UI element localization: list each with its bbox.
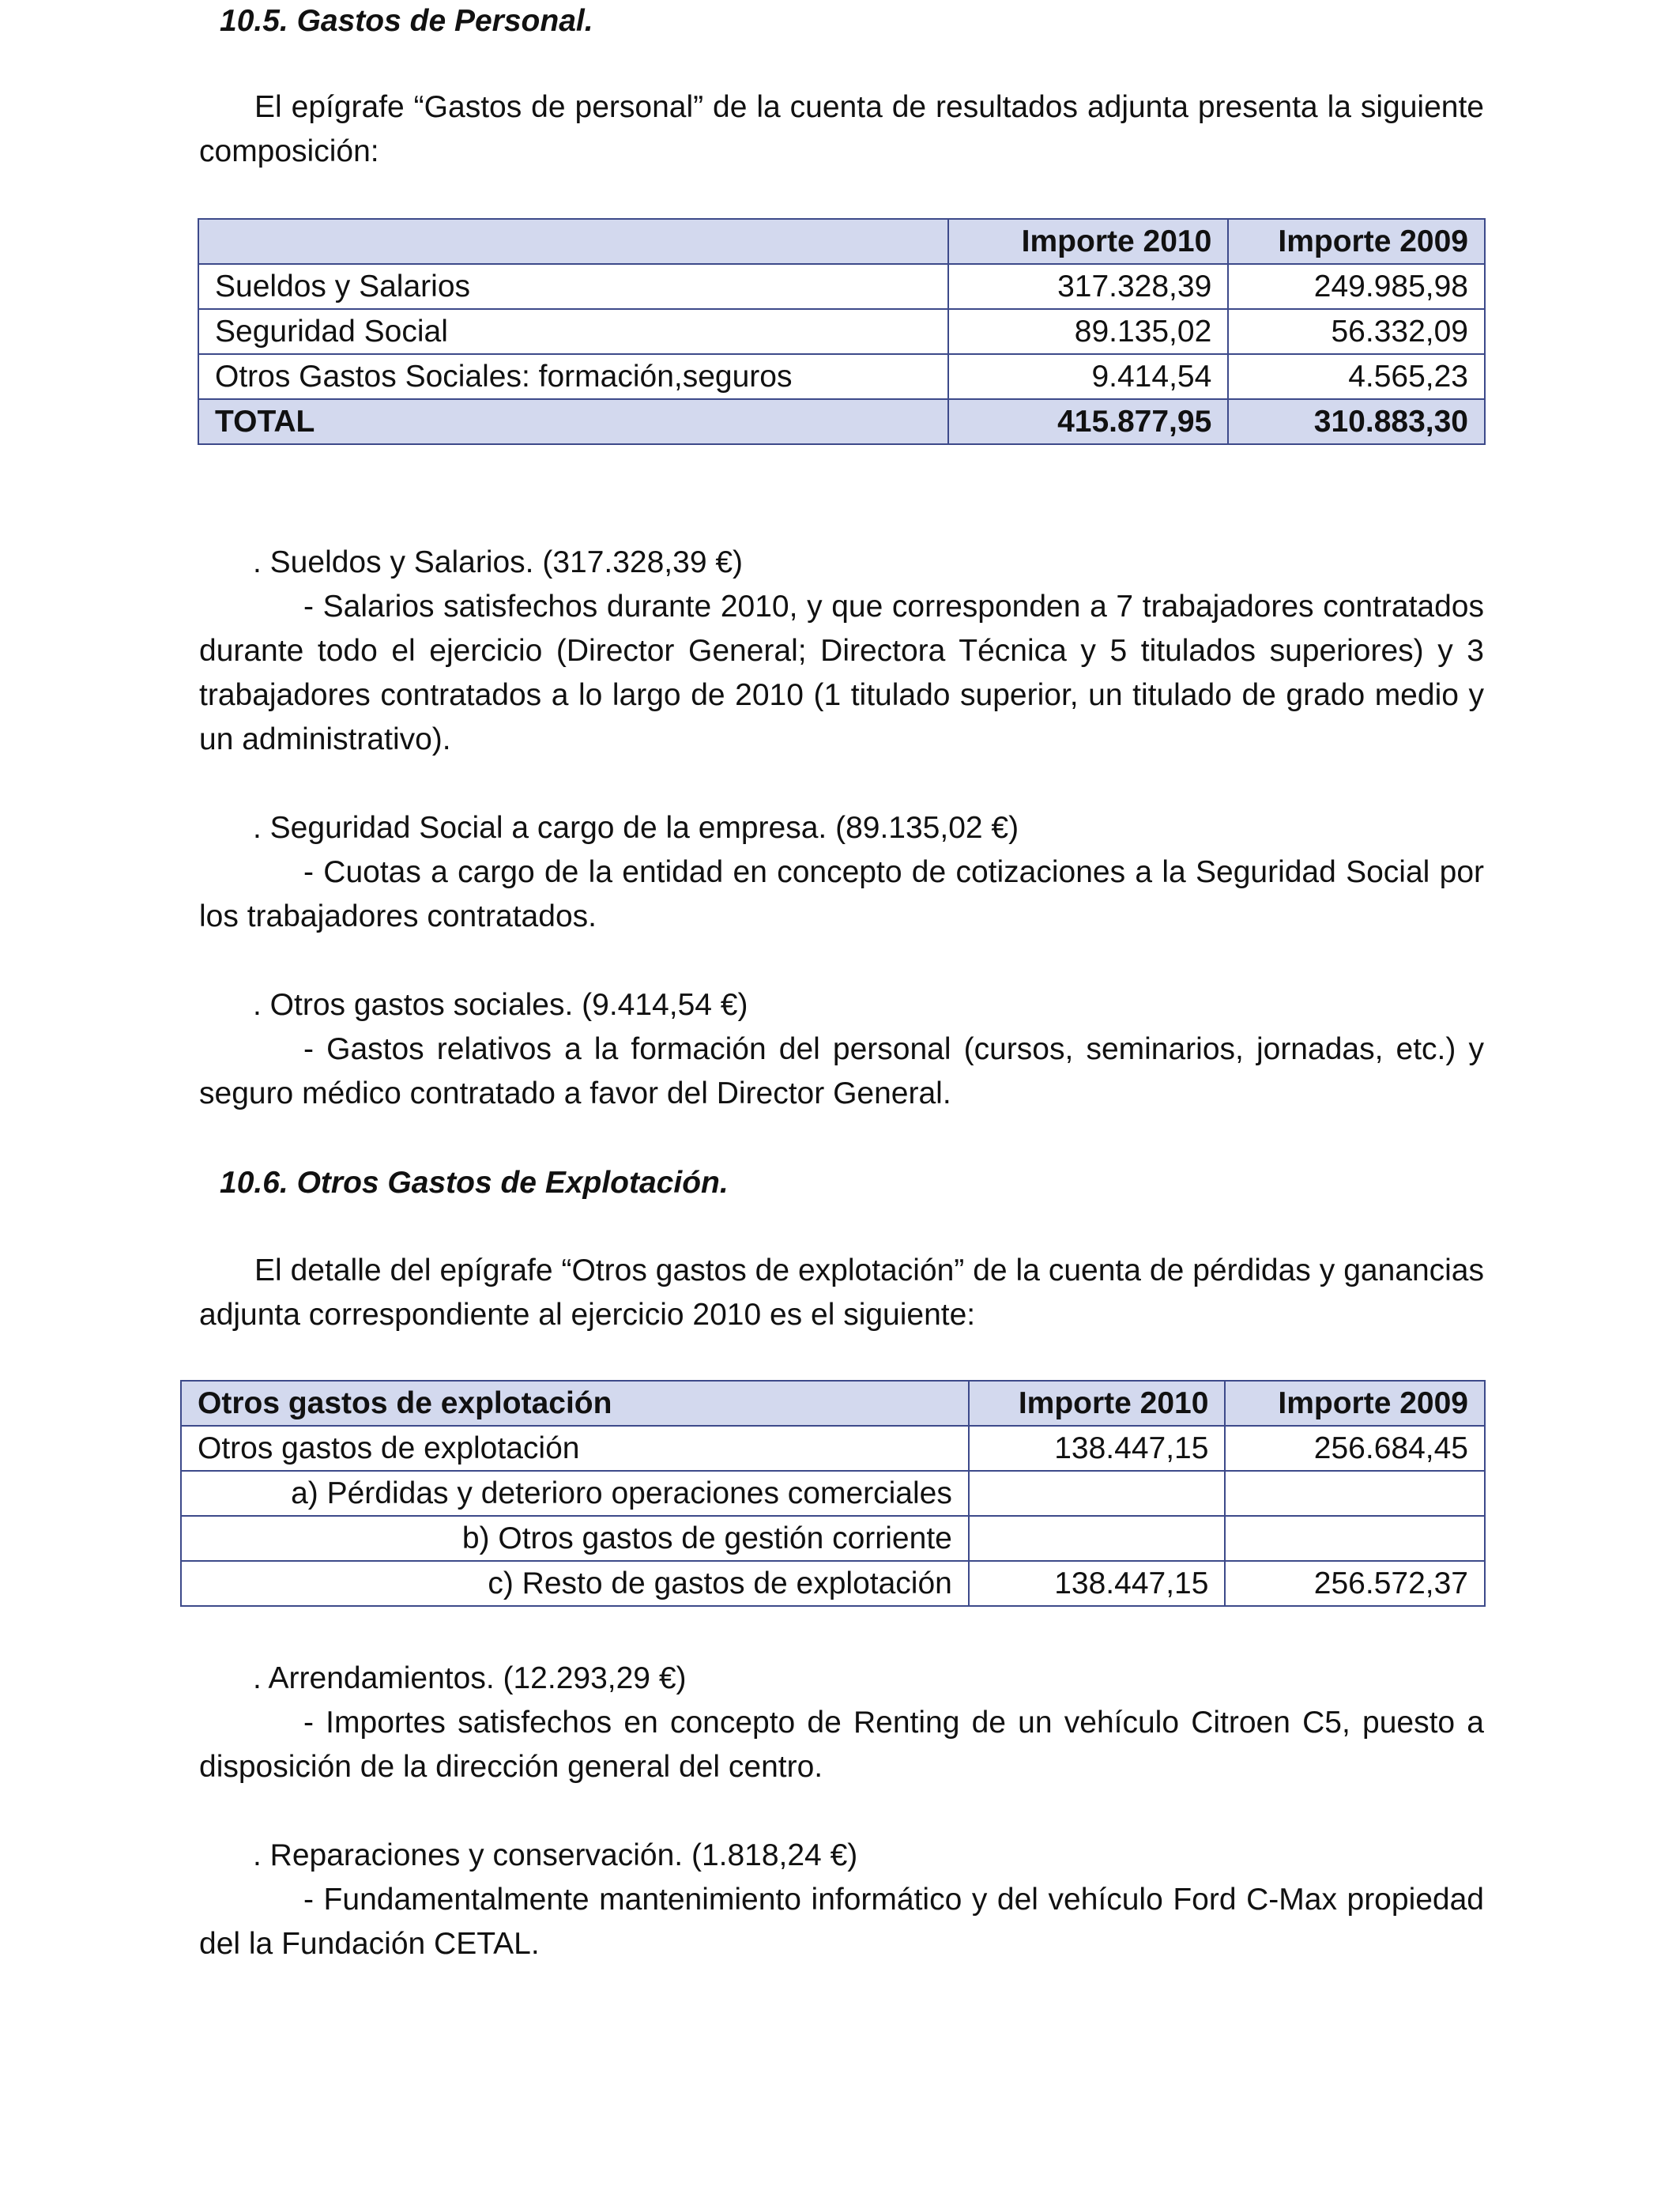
- amount-2010: [969, 1471, 1226, 1516]
- header-cell: Importe 2010: [948, 219, 1229, 264]
- total-2010: 415.877,95: [948, 399, 1229, 444]
- row-label: Seguridad Social: [198, 309, 948, 354]
- item-title-reparaciones: . Reparaciones y conservación. (1.818,24 €): [253, 1838, 858, 1872]
- amount-2009: 256.572,37: [1225, 1561, 1485, 1606]
- amount-2009: 249.985,98: [1228, 264, 1485, 309]
- row-label: b) Otros gastos de gestión corriente: [181, 1516, 969, 1561]
- item-detail-arrendamientos: [199, 1701, 1484, 1789]
- header-cell: Importe 2010: [969, 1381, 1226, 1426]
- amount-2010: 89.135,02: [948, 309, 1229, 354]
- header-cell: Otros gastos de explotación: [181, 1381, 969, 1426]
- item-title-otros-gastos-sociales: . Otros gastos sociales. (9.414,54 €): [253, 988, 748, 1022]
- amount-2010: 9.414,54: [948, 354, 1229, 399]
- item-detail-seguridad-social: [199, 850, 1484, 939]
- item-title-sueldos: . Sueldos y Salarios. (317.328,39 €): [253, 545, 744, 579]
- intro-text: El detalle del epígrafe “Otros gastos de explotación” de la cuenta de pérdidas y ganancias adjunta correspondiente al ejercicio 2010 es el siguiente:: [199, 1253, 1484, 1332]
- detail-text: - Fundamentalmente mantenimiento informático y del vehículo Ford C-Max propiedad del la Fundación CETAL.: [199, 1883, 1484, 1961]
- operating-expenses-table: [180, 1380, 1486, 1607]
- table-header-row: [198, 219, 1485, 264]
- row-label: c) Resto de gastos de explotación: [181, 1561, 969, 1606]
- intro-text: El epígrafe “Gastos de personal” de la cuenta de resultados adjunta presenta la siguiente composición:: [199, 90, 1484, 168]
- table-row: [198, 309, 1485, 354]
- item-detail-otros-gastos-sociales: [199, 1027, 1484, 1116]
- amount-2010: 138.447,15: [969, 1561, 1226, 1606]
- amount-2009: 4.565,23: [1228, 354, 1485, 399]
- intro-paragraph-explotacion: [199, 1249, 1484, 1337]
- amount-2009: [1225, 1516, 1485, 1561]
- amount-2009: [1225, 1471, 1485, 1516]
- item-title-arrendamientos: . Arrendamientos. (12.293,29 €): [253, 1661, 687, 1695]
- table-row: [181, 1561, 1485, 1606]
- table-row: [181, 1426, 1485, 1471]
- detail-text: - Gastos relativos a la formación del personal (cursos, seminarios, jornadas, etc.) y seguro médico contratado a favor del Director General.: [199, 1032, 1484, 1110]
- amount-2010: 138.447,15: [969, 1426, 1226, 1471]
- header-cell: [198, 219, 948, 264]
- detail-text: - Importes satisfechos en concepto de Renting de un vehículo Citroen C5, puesto a disposición de la dirección general del centro.: [199, 1706, 1484, 1784]
- amount-2009: 56.332,09: [1228, 309, 1485, 354]
- personal-expenses-table: [198, 218, 1486, 445]
- item-title-seguridad-social: . Seguridad Social a cargo de la empresa. (89.135,02 €): [253, 811, 1019, 845]
- row-label: Sueldos y Salarios: [198, 264, 948, 309]
- intro-paragraph-personal: [199, 85, 1484, 174]
- header-cell: Importe 2009: [1228, 219, 1485, 264]
- row-label: Otros Gastos Sociales: formación,seguros: [198, 354, 948, 399]
- table-row: [181, 1471, 1485, 1516]
- row-label: Otros gastos de explotación: [181, 1426, 969, 1471]
- section-heading-explotacion: 10.6. Otros Gastos de Explotación.: [220, 1166, 729, 1200]
- row-label: a) Pérdidas y deterioro operaciones comerciales: [181, 1471, 969, 1516]
- detail-text: - Cuotas a cargo de la entidad en concepto de cotizaciones a la Seguridad Social por los trabajadores contratados.: [199, 855, 1484, 933]
- amount-2009: 256.684,45: [1225, 1426, 1485, 1471]
- total-label: TOTAL: [198, 399, 948, 444]
- item-detail-sueldos: [199, 585, 1484, 762]
- header-cell: Importe 2009: [1225, 1381, 1485, 1426]
- amount-2010: [969, 1516, 1226, 1561]
- table-row: [198, 354, 1485, 399]
- amount-2010: 317.328,39: [948, 264, 1229, 309]
- table-total-row: [198, 399, 1485, 444]
- section-heading-personal: 10.5. Gastos de Personal.: [220, 4, 593, 38]
- detail-text: - Salarios satisfechos durante 2010, y que corresponden a 7 trabajadores contratados durante todo el ejercicio (Director General; Directora Técnica y 5 titulados superiores) y 3 trabajadores contratados a lo largo de 2010 (1 titulado superior, un titulado de grado medio y un administrativo).: [199, 590, 1484, 756]
- table-header-row: [181, 1381, 1485, 1426]
- table-row: [181, 1516, 1485, 1561]
- table-row: [198, 264, 1485, 309]
- item-detail-reparaciones: [199, 1878, 1484, 1966]
- total-2009: 310.883,30: [1228, 399, 1485, 444]
